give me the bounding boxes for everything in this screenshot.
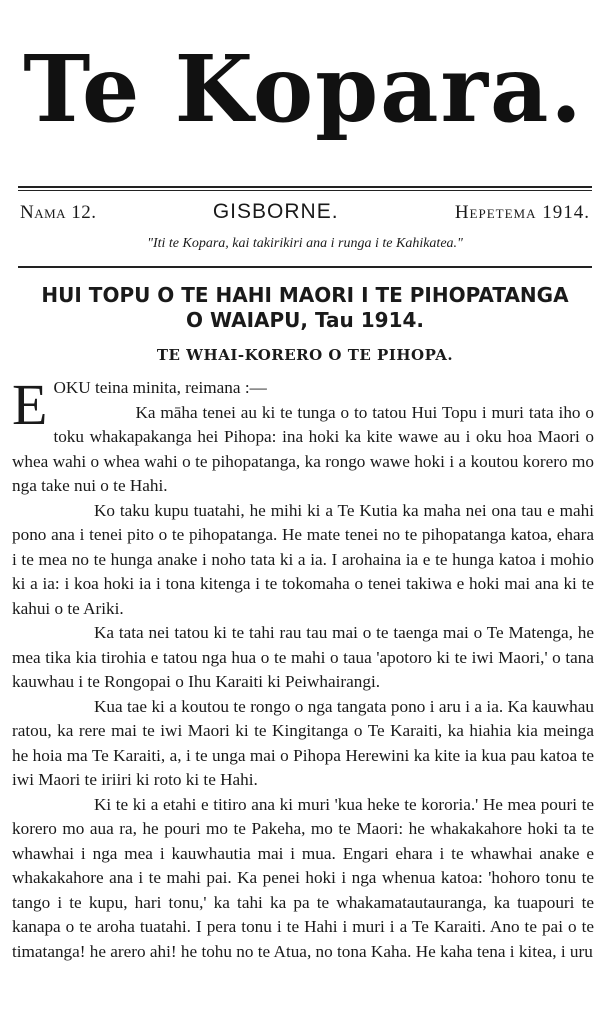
- article-body: [12, 372, 594, 964]
- article-subheading: TE WHAI-KORERO O TE PIHOPA.: [156, 346, 454, 364]
- paragraph: Ka tata nei tatou ki te tahi rau tau mai o te taenga mai o Te Matenga, he mea tika kia tirohia e tatou nga hua o te mahi o taua 'apotoro ki te iwi Maori,' o tana kauwhau i te Rongopai o Ihu Karaiti ki Peiwhairangi.: [12, 623, 594, 691]
- rule-bottom: [18, 266, 592, 268]
- masthead-title: Te Kopara.: [23, 35, 584, 143]
- headline-line-1: HUI TOPU O TE HAHI MAORI I TE PIHOPATANGA: [41, 283, 569, 307]
- headline-line-2: O WAIAPU, Tau 1914.: [185, 308, 424, 332]
- drop-cap: E: [12, 372, 48, 437]
- paragraph: Ka māha tenei au ki te tunga o to tatou Hui Topu i muri tata iho o toku whakapakanga hei Pihopa: ina hoki ka kite wawe au i oku hoa Maori o whea wahi o whea wahi o te pihopatanga, ka rongo wawe hoki i a koutou korero mo nga take nui o te Hahi.: [12, 402, 594, 495]
- rule-top-thin: [18, 190, 592, 191]
- rule-top: [18, 186, 592, 188]
- issue-number: Nama 12.: [20, 202, 97, 223]
- issue-date: Hepetema 1914.: [454, 202, 590, 223]
- paragraph: Ki te ki a etahi e titiro ana ki muri 'kua heke te kororia.' He mea pouri te korero mo aua ra, he pouri mo te Pakeha, mo te Maori: he whakakahore hoki ta te whawhai i nga mea i kauwhautia mai i mua. Engari ehara i te whawhai anake e whakakahore ana i te mahi pai. Ka penei hoki i nga whenua katoa: 'hohoro tonu te tango i te kupu, hari tonu,' ka tahi ka pa te whakamatautauranga, ka tuapouri te kanapa o te aroha tuatahi. I pera tonu i te Hahi i muri i a Te Karaiti. Ano te pai o te timatanga! he arero ahi! he tohu no te Atua, no tona Kaha. He kaha tena i kitea, i uru: [12, 794, 594, 961]
- paragraph: Ko taku kupu tuatahi, he mihi ki a Te Kutia ka maha nei ona tau e mahi pono ana i tenei pito o te pihopatanga. He mate tenei no te pihopatanga katoa, ehara i te mea no te hunga anake i noho tata ki a ia. I arohaina ia e te hunga katoa i mohio ki a ia: i koa hoki ia i tona kitenga i te tokomaha o tenei takiwa e hoki mai ana ki te kahui o te Ariki.: [12, 500, 594, 618]
- motto: "Iti te Kopara, kai takirikiri ana i runga i te Kahikatea.": [147, 236, 463, 251]
- article-headline: [20, 283, 590, 333]
- issue-place: GISBORNE.: [212, 200, 339, 223]
- masthead: [0, 14, 607, 164]
- paragraph: Kua tae ki a koutou te rongo o nga tangata pono i aru i a ia. Ka kauwhau ratou, ka rere mai te iwi Maori ki te Kingitanga o Te Karaiti, ka hiahia kia meinga he hoia ma Te Karaiti, a, i te unga mai o Pihopa Herewini ka kite ia kua pau katoa te iwi Maori te iriiri ki roto ki te Hahi.: [12, 696, 594, 789]
- salutation: OKU teina minita, reimana :—: [53, 378, 267, 397]
- opening-paragraph: [12, 372, 594, 437]
- issue-line: [20, 200, 590, 224]
